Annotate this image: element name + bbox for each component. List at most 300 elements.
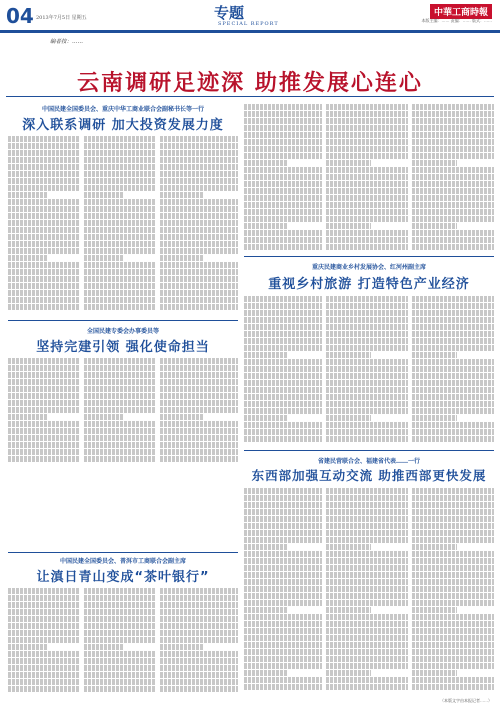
text-line [244,160,287,166]
article-1-kicker: 中国民建全国委员会、重庆中华工商业联合会副秘书长等一行 [41,106,204,113]
text-line [160,192,203,198]
text-line [8,178,80,184]
text-line [8,435,80,441]
text-line [160,297,238,303]
text-line [326,153,408,159]
article-5-body-col-3 [412,488,494,694]
text-line [244,303,322,309]
text-line [244,111,322,117]
text-line [412,153,494,159]
text-line [160,150,238,156]
article-3-body-col-2 [84,588,156,696]
text-line [326,565,408,571]
text-line [244,558,322,564]
text-line [326,195,408,201]
text-line [326,146,408,152]
text-line [412,593,494,599]
text-line [326,572,408,578]
text-line [326,380,408,386]
text-line [160,407,238,413]
editor-note: 编者按：…… [50,39,84,45]
text-line [412,502,494,508]
text-line [412,345,494,351]
text-line [8,185,80,191]
text-line [160,637,238,643]
headline-rule [6,96,494,97]
text-line [244,118,322,124]
article-2-title: 坚持完建引领 强化使命担当 [36,340,210,355]
text-line [326,359,408,365]
text-line [412,607,457,613]
text-line [84,255,124,261]
text-line [8,234,80,240]
article-1-body-col-1 [8,136,80,314]
text-line [412,429,494,435]
text-line [326,502,408,508]
text-line [326,104,408,110]
text-line [160,227,238,233]
section-title-en: SPECIAL REPORT [218,21,279,27]
text-line [160,609,238,615]
text-line [160,199,238,205]
text-line [8,290,80,296]
text-line [8,623,80,629]
text-line [326,635,408,641]
text-line [412,684,494,690]
article-1-body-col-5 [326,104,408,254]
top-rule [0,30,500,33]
text-line [244,237,322,243]
text-line [84,178,156,184]
text-line [326,663,408,669]
text-line [160,393,238,399]
text-line [8,595,80,601]
text-line [244,408,322,414]
text-line [326,614,408,620]
text-line [326,607,371,613]
text-line [8,157,80,163]
text-line [244,202,322,208]
text-line [160,679,238,685]
text-line [244,146,322,152]
text-line [326,111,408,117]
text-line [84,379,156,385]
text-line [84,143,156,149]
text-line [244,579,322,585]
text-line [326,621,408,627]
text-line [326,558,408,564]
text-line [244,345,322,351]
text-line [412,104,494,110]
text-line [244,502,322,508]
text-line [412,209,494,215]
text-line [412,415,457,421]
text-line [412,558,494,564]
text-line [244,509,322,515]
text-line [160,304,238,310]
text-line [412,111,494,117]
text-line [8,241,80,247]
text-line [84,192,124,198]
text-line [8,393,80,399]
text-line [244,387,322,393]
text-line [160,616,238,622]
text-line [412,373,494,379]
article-1-body-col-6 [412,104,494,254]
text-line [8,213,80,219]
text-line [412,600,494,606]
text-line [84,679,156,685]
text-line [160,672,238,678]
text-line [326,544,371,550]
text-line [412,614,494,620]
text-line [412,628,494,634]
text-line [326,216,408,222]
text-line [84,372,156,378]
text-line [160,358,238,364]
text-line [326,132,408,138]
text-line [244,310,322,316]
text-line [160,623,238,629]
text-line [412,621,494,627]
text-line [244,373,322,379]
text-line [160,143,238,149]
text-line [84,644,124,650]
text-line [412,317,494,323]
text-line [8,255,48,261]
text-line [84,414,124,420]
text-line [8,672,80,678]
text-line [412,132,494,138]
text-line [84,393,156,399]
article-2-body-col-1 [8,358,80,466]
text-line [244,415,287,421]
text-line [160,276,238,282]
text-line [326,579,408,585]
text-line [160,686,238,692]
text-line [84,449,156,455]
text-line [326,237,408,243]
text-line [8,456,80,462]
text-line [160,442,238,448]
text-line [326,495,408,501]
text-line [412,230,494,236]
text-line [160,157,238,163]
article-5-kicker: 省建民营联合会、福建省代表……一行 [317,458,420,465]
text-line [412,436,494,442]
text-line [326,600,408,606]
text-line [84,658,156,664]
text-line [412,387,494,393]
text-line [160,283,238,289]
text-line [412,422,494,428]
text-line [326,118,408,124]
text-line [244,401,322,407]
text-line [244,153,322,159]
text-line [326,167,408,173]
text-line [412,216,494,222]
text-line [326,366,408,372]
text-line [160,234,238,240]
text-line [160,400,238,406]
text-line [412,202,494,208]
page-number: 04 [6,4,34,28]
text-line [84,157,156,163]
text-line [326,488,408,494]
text-line [160,379,238,385]
text-line [326,209,408,215]
text-line [244,436,322,442]
text-line [160,651,238,657]
text-line [160,241,238,247]
text-line [84,637,156,643]
text-line [84,665,156,671]
text-line [326,677,408,683]
text-line [244,628,322,634]
text-line [412,223,457,229]
text-line [326,401,408,407]
text-line [8,658,80,664]
text-line [412,331,494,337]
text-line [326,139,408,145]
text-line [412,509,494,515]
text-line [8,297,80,303]
text-line [160,449,238,455]
text-line [412,551,494,557]
text-line [412,656,494,662]
text-line [8,588,80,594]
text-line [160,290,238,296]
text-line [244,593,322,599]
text-line [326,593,408,599]
text-line [412,139,494,145]
article-1-title: 深入联系调研 加大投资发展力度 [22,118,224,133]
text-line [8,192,48,198]
text-line [160,262,238,268]
text-line [326,523,408,529]
text-line [84,456,156,462]
text-line [160,365,238,371]
text-line [244,670,287,676]
text-line [8,414,48,420]
text-line [244,195,322,201]
text-line [244,551,322,557]
text-line [326,125,408,131]
text-line [244,614,322,620]
text-line [244,359,322,365]
article-1-body-col-4 [244,104,322,254]
text-line [8,407,80,413]
text-line [8,358,80,364]
text-line [160,372,238,378]
text-line [244,188,322,194]
text-line [244,317,322,323]
text-line [326,415,371,421]
text-line [412,366,494,372]
text-line [412,174,494,180]
text-line [84,290,156,296]
text-line [244,565,322,571]
text-line [244,181,322,187]
text-line [412,635,494,641]
text-line [412,579,494,585]
text-line [84,150,156,156]
text-line [326,670,371,676]
text-line [8,365,80,371]
text-line [412,572,494,578]
text-line [326,352,371,358]
text-line [84,220,156,226]
text-line [244,544,287,550]
article-3-body-col-1 [8,588,80,696]
text-line [326,586,408,592]
main-headline: 云南调研足迹深 助推发展心连心 [77,71,423,96]
text-line [84,651,156,657]
text-line [326,649,408,655]
text-line [160,602,238,608]
text-line [244,586,322,592]
text-line [244,621,322,627]
text-line [8,276,80,282]
text-line [326,429,408,435]
article-3-title: 让滇日青山变成“茶叶银行” [36,570,210,585]
text-line [160,136,238,142]
article-2-body-col-2 [84,358,156,466]
text-line [326,656,408,662]
text-line [244,132,322,138]
text-line [412,181,494,187]
text-line [8,602,80,608]
text-line [412,296,494,302]
text-line [8,150,80,156]
text-line [412,359,494,365]
text-line [412,663,494,669]
text-line [84,358,156,364]
text-line [244,125,322,131]
text-line [326,174,408,180]
text-line [412,237,494,243]
text-line [84,297,156,303]
text-line [160,658,238,664]
text-line [8,283,80,289]
text-line [326,642,408,648]
text-line [8,171,80,177]
text-line [244,495,322,501]
text-line [84,672,156,678]
text-line [244,296,322,302]
text-line [84,241,156,247]
text-line [8,262,80,268]
text-line [244,174,322,180]
article-2-kicker: 全国民建专委会办事委员等 [86,328,159,335]
text-line [326,338,408,344]
text-line [84,304,156,310]
text-line [326,394,408,400]
text-line [326,324,408,330]
text-line [412,303,494,309]
text-line [244,523,322,529]
text-line [326,223,371,229]
text-line [244,324,322,330]
text-line [8,609,80,615]
article-5-body-col-2 [326,488,408,694]
text-line [160,220,238,226]
text-line [326,422,408,428]
text-line [8,386,80,392]
text-line [326,181,408,187]
text-line [244,366,322,372]
text-line [412,324,494,330]
text-line [8,372,80,378]
text-line [244,216,322,222]
article-5-body-col-1 [244,488,322,694]
text-line [244,139,322,145]
text-line [244,642,322,648]
text-line [244,380,322,386]
text-line [8,630,80,636]
text-line [160,255,203,261]
article-separator [244,450,494,451]
text-line [244,429,322,435]
text-line [160,185,238,191]
text-line [244,244,322,250]
article-1-body-col-3 [160,136,238,314]
text-line [8,206,80,212]
text-line [160,428,238,434]
text-line [326,628,408,634]
text-line [412,118,494,124]
text-line [326,408,408,414]
text-line [8,686,80,692]
text-line [84,269,156,275]
text-line [8,164,80,170]
text-line [412,488,494,494]
text-line [326,551,408,557]
text-line [8,248,80,254]
text-line [244,600,322,606]
text-line [412,244,494,250]
text-line [244,488,322,494]
text-line [412,677,494,683]
text-line [160,386,238,392]
text-line [8,136,80,142]
text-line [160,269,238,275]
text-line [244,209,322,215]
text-line [412,338,494,344]
text-line [160,588,238,594]
text-line [412,352,457,358]
section-title: 专题 [214,4,245,22]
text-line [244,677,322,683]
text-line [8,428,80,434]
text-line [8,637,80,643]
text-line [84,602,156,608]
text-line [160,456,238,462]
text-line [326,436,408,442]
text-line [326,310,408,316]
text-line [244,635,322,641]
text-line [244,167,322,173]
text-line [326,387,408,393]
editor-credits: 本版主编：…… 责编：…… 版式：…… [421,18,492,23]
text-line [412,380,494,386]
text-line [244,663,322,669]
text-line [244,649,322,655]
issue-date: 2013年7月5日 星期五 [36,15,87,21]
text-line [160,178,238,184]
text-line [8,220,80,226]
text-line [326,202,408,208]
